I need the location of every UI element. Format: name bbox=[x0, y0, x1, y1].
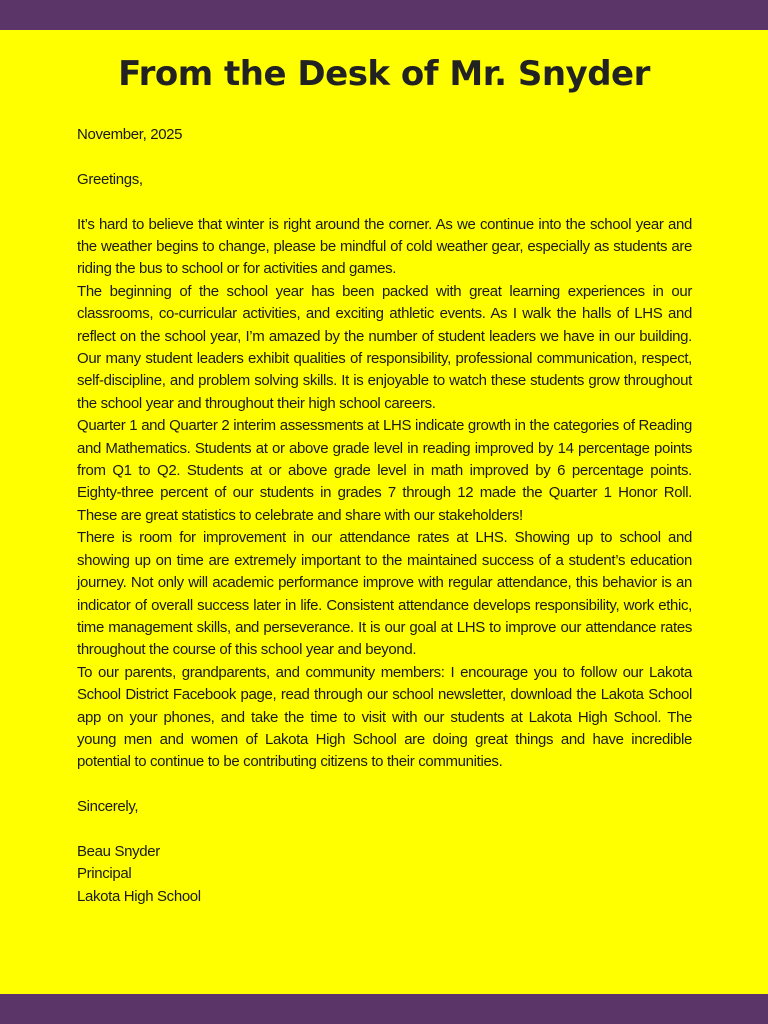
paragraph-community: To our parents, grandparents, and community members: I encourage you to follow our Lakota School District Facebook page, read through our school newsletter, download the Lakota School app on your phones, and take the time to visit with our students at Lakota High School. The young men and women of Lakota High School are doing great things and have incredible potential to continue to be contributing citizens to their communities. bbox=[77, 663, 692, 771]
letter-closing: Sincerely, bbox=[77, 798, 139, 816]
paragraph-winter: It’s hard to believe that winter is right around the corner. As we continue into the school year and the weather begins to change, please be mindful of cold weather gear, especially as students are riding the bus to school or for activities and games. bbox=[77, 215, 692, 278]
letter-body bbox=[77, 124, 692, 908]
bottom-border-band bbox=[0, 994, 768, 1024]
signature-block bbox=[77, 841, 692, 908]
paragraph-student-leaders: The beginning of the school year has been packed with great learning experiences in our classrooms, co-curricular activities, and exciting athletic events. As I walk the halls of LHS and reflect on the school year, I’m amazed by the number of student leaders we have in our building. Our many student leaders exhibit qualities of responsibility, professional communication, respect, self-discipline, and problem solving skills. It is enjoyable to watch these students grow throughout the school year and throughout their high school careers. bbox=[77, 282, 692, 412]
letter-date: November, 2025 bbox=[77, 126, 183, 143]
letter-greeting: Greetings, bbox=[77, 170, 143, 188]
signature-school: Lakota High School bbox=[77, 887, 201, 905]
page-title: From the Desk of Mr. Snyder bbox=[118, 54, 650, 94]
top-border-band bbox=[0, 0, 768, 30]
paragraph-attendance: There is room for improvement in our attendance rates at LHS. Showing up to school and showing up on time are extremely important to the maintained success of a student’s education journey. Not only will academic performance improve with regular attendance, this behavior is an indicator of overall success later in life. Consistent attendance develops responsibility, work ethic, time management skills, and perseverance. It is our goal at LHS to improve our attendance rates throughout the course of this school year and beyond. bbox=[77, 529, 692, 659]
signature-role: Principal bbox=[77, 865, 132, 883]
paragraph-assessments: Quarter 1 and Quarter 2 interim assessments at LHS indicate growth in the categories of Reading and Mathematics. Students at or above grade level in reading improved by 14 percentage points from Q1 to Q2. Students at or above grade level in math improved by 6 percentage points. Eighty-three percent of our students in grades 7 through 12 made the Quarter 1 Honor Roll. These are great statistics to celebrate and share with our stakeholders! bbox=[77, 417, 692, 524]
signature-name: Beau Snyder bbox=[77, 842, 160, 860]
